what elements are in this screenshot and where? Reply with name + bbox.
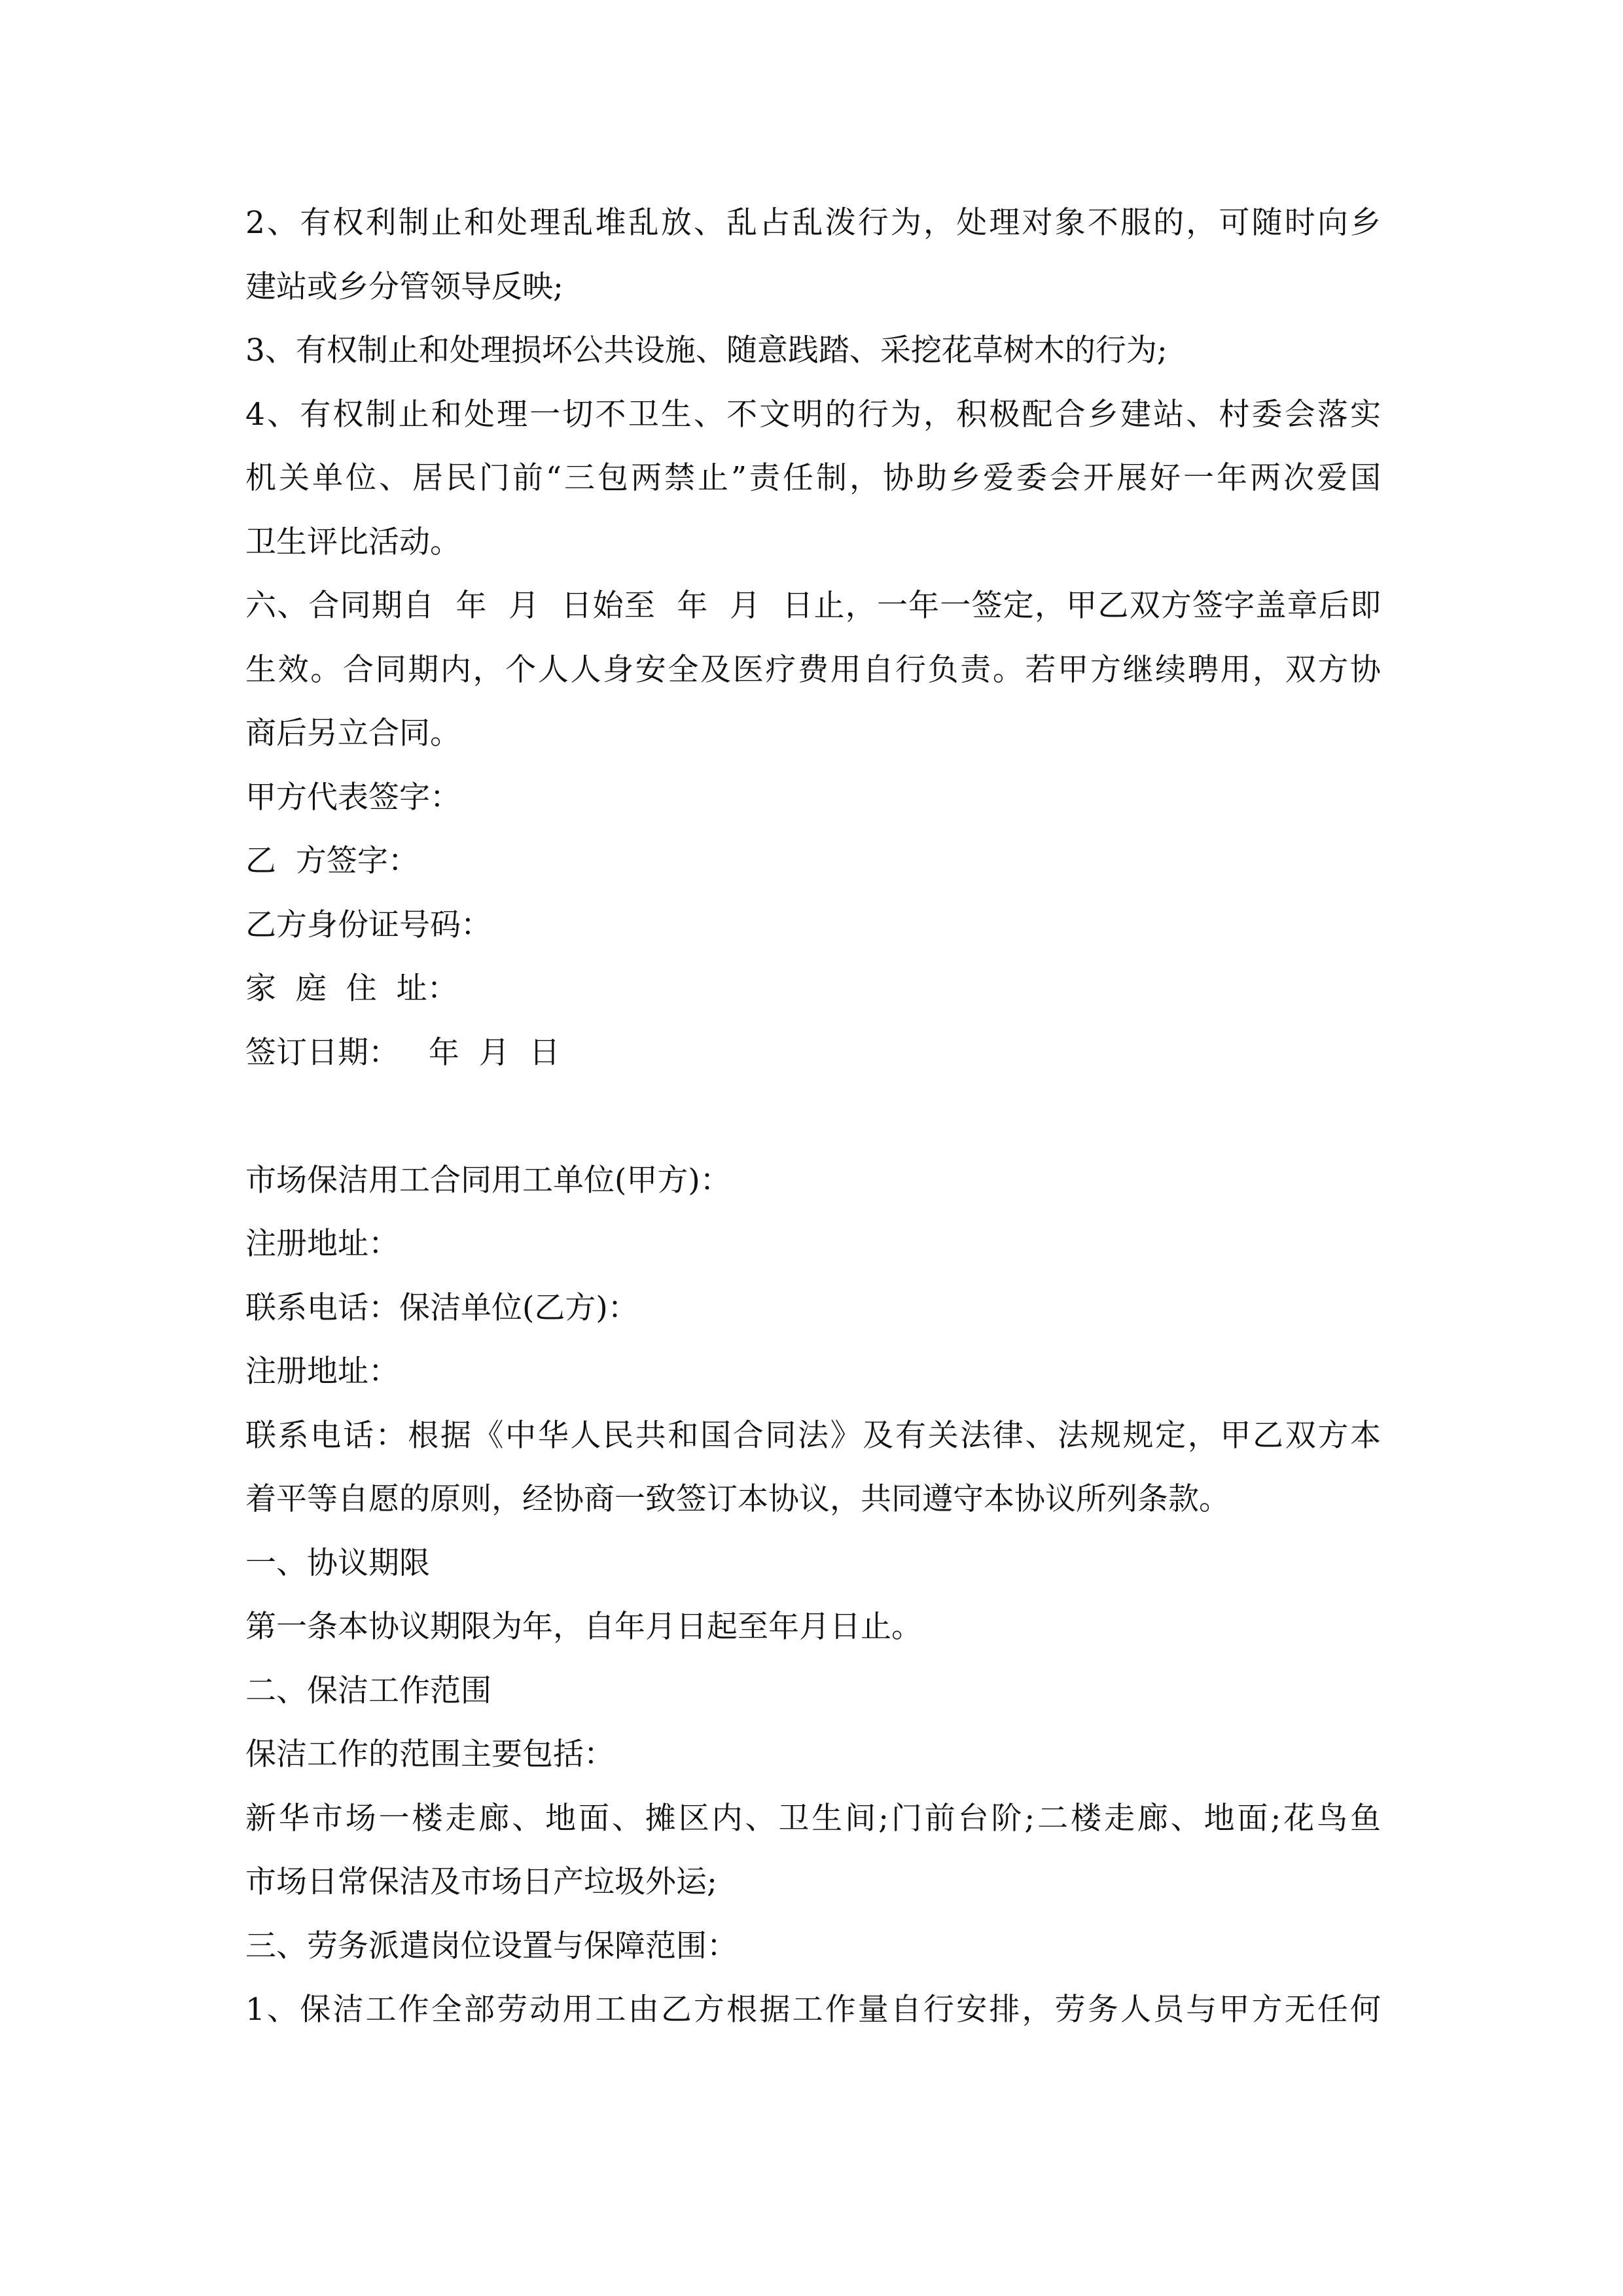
text-line: 保洁工作的范围主要包括： (245, 1736, 615, 1772)
text-line: 联系电话：保洁单位(乙方)： (245, 1289, 639, 1326)
text-line: 联系电话：根据《中华人民共和国合同法》及有关法律、法规规定，甲乙双方本 (245, 1417, 1381, 1454)
text-line: 新华市场一楼走廊、地面、摊区内、卫生间;门前台阶;二楼走廊、地面;花鸟鱼 (245, 1800, 1381, 1837)
text-line: 2、有权利制止和处理乱堆乱放、乱占乱泼行为，处理对象不服的，可随时向乡 (245, 205, 1381, 241)
text-line: 一、协议期限 (245, 1545, 430, 1581)
document-body (245, 191, 1381, 2042)
text-line: 乙方身份证号码： (245, 906, 491, 943)
text-line: 商后另立合同。 (245, 715, 461, 751)
text-line: 生效。合同期内，个人人身安全及医疗费用自行负责。若甲方继续聘用，双方协 (245, 651, 1381, 688)
text-line: 市场日常保洁及市场日产垃圾外运; (245, 1864, 717, 1900)
text-line: 三、劳务派遣岗位设置与保障范围： (245, 1928, 738, 1964)
text-line: 建站或乡分管领导反映; (245, 268, 563, 305)
text-line: 卫生评比活动。 (245, 524, 461, 560)
text-line: 甲方代表签字： (245, 779, 461, 816)
text-line: 六、合同期自 年 月 日始至 年 月 日止，一年一签定，甲乙双方签字盖章后即 (245, 588, 1381, 624)
text-line: 1、保洁工作全部劳动用工由乙方根据工作量自行安排，劳务人员与甲方无任何 (245, 1992, 1381, 2028)
text-line: 市场保洁用工合同用工单位(甲方)： (245, 1162, 731, 1198)
contract-clauses-section (245, 191, 1381, 1085)
text-line: 注册地址： (245, 1226, 399, 1262)
text-line: 3、有权制止和处理损坏公共设施、随意践踏、采挖花草树木的行为; (245, 332, 1168, 368)
text-line: 机关单位、居民门前“三包两禁止”责任制，协助乡爱委会开展好一年两次爱国 (245, 460, 1381, 496)
text-line: 签订日期： 年 月 日 (245, 1034, 560, 1071)
cleaning-contract-section (245, 1149, 1381, 2042)
section-spacer (245, 1085, 1381, 1149)
text-line: 注册地址： (245, 1354, 399, 1390)
text-line: 着平等自愿的原则，经协商一致签订本协议，共同遵守本协议所列条款。 (245, 1481, 1230, 1517)
text-line: 第一条本协议期限为年，自年月日起至年月日止。 (245, 1609, 922, 1645)
text-line: 家 庭 住 址： (245, 971, 458, 1007)
text-line: 二、保洁工作范围 (245, 1672, 491, 1709)
text-line: 4、有权制止和处理一切不卫生、不文明的行为，积极配合乡建站、村委会落实 (245, 396, 1381, 433)
text-line: 乙 方签字： (245, 843, 419, 879)
